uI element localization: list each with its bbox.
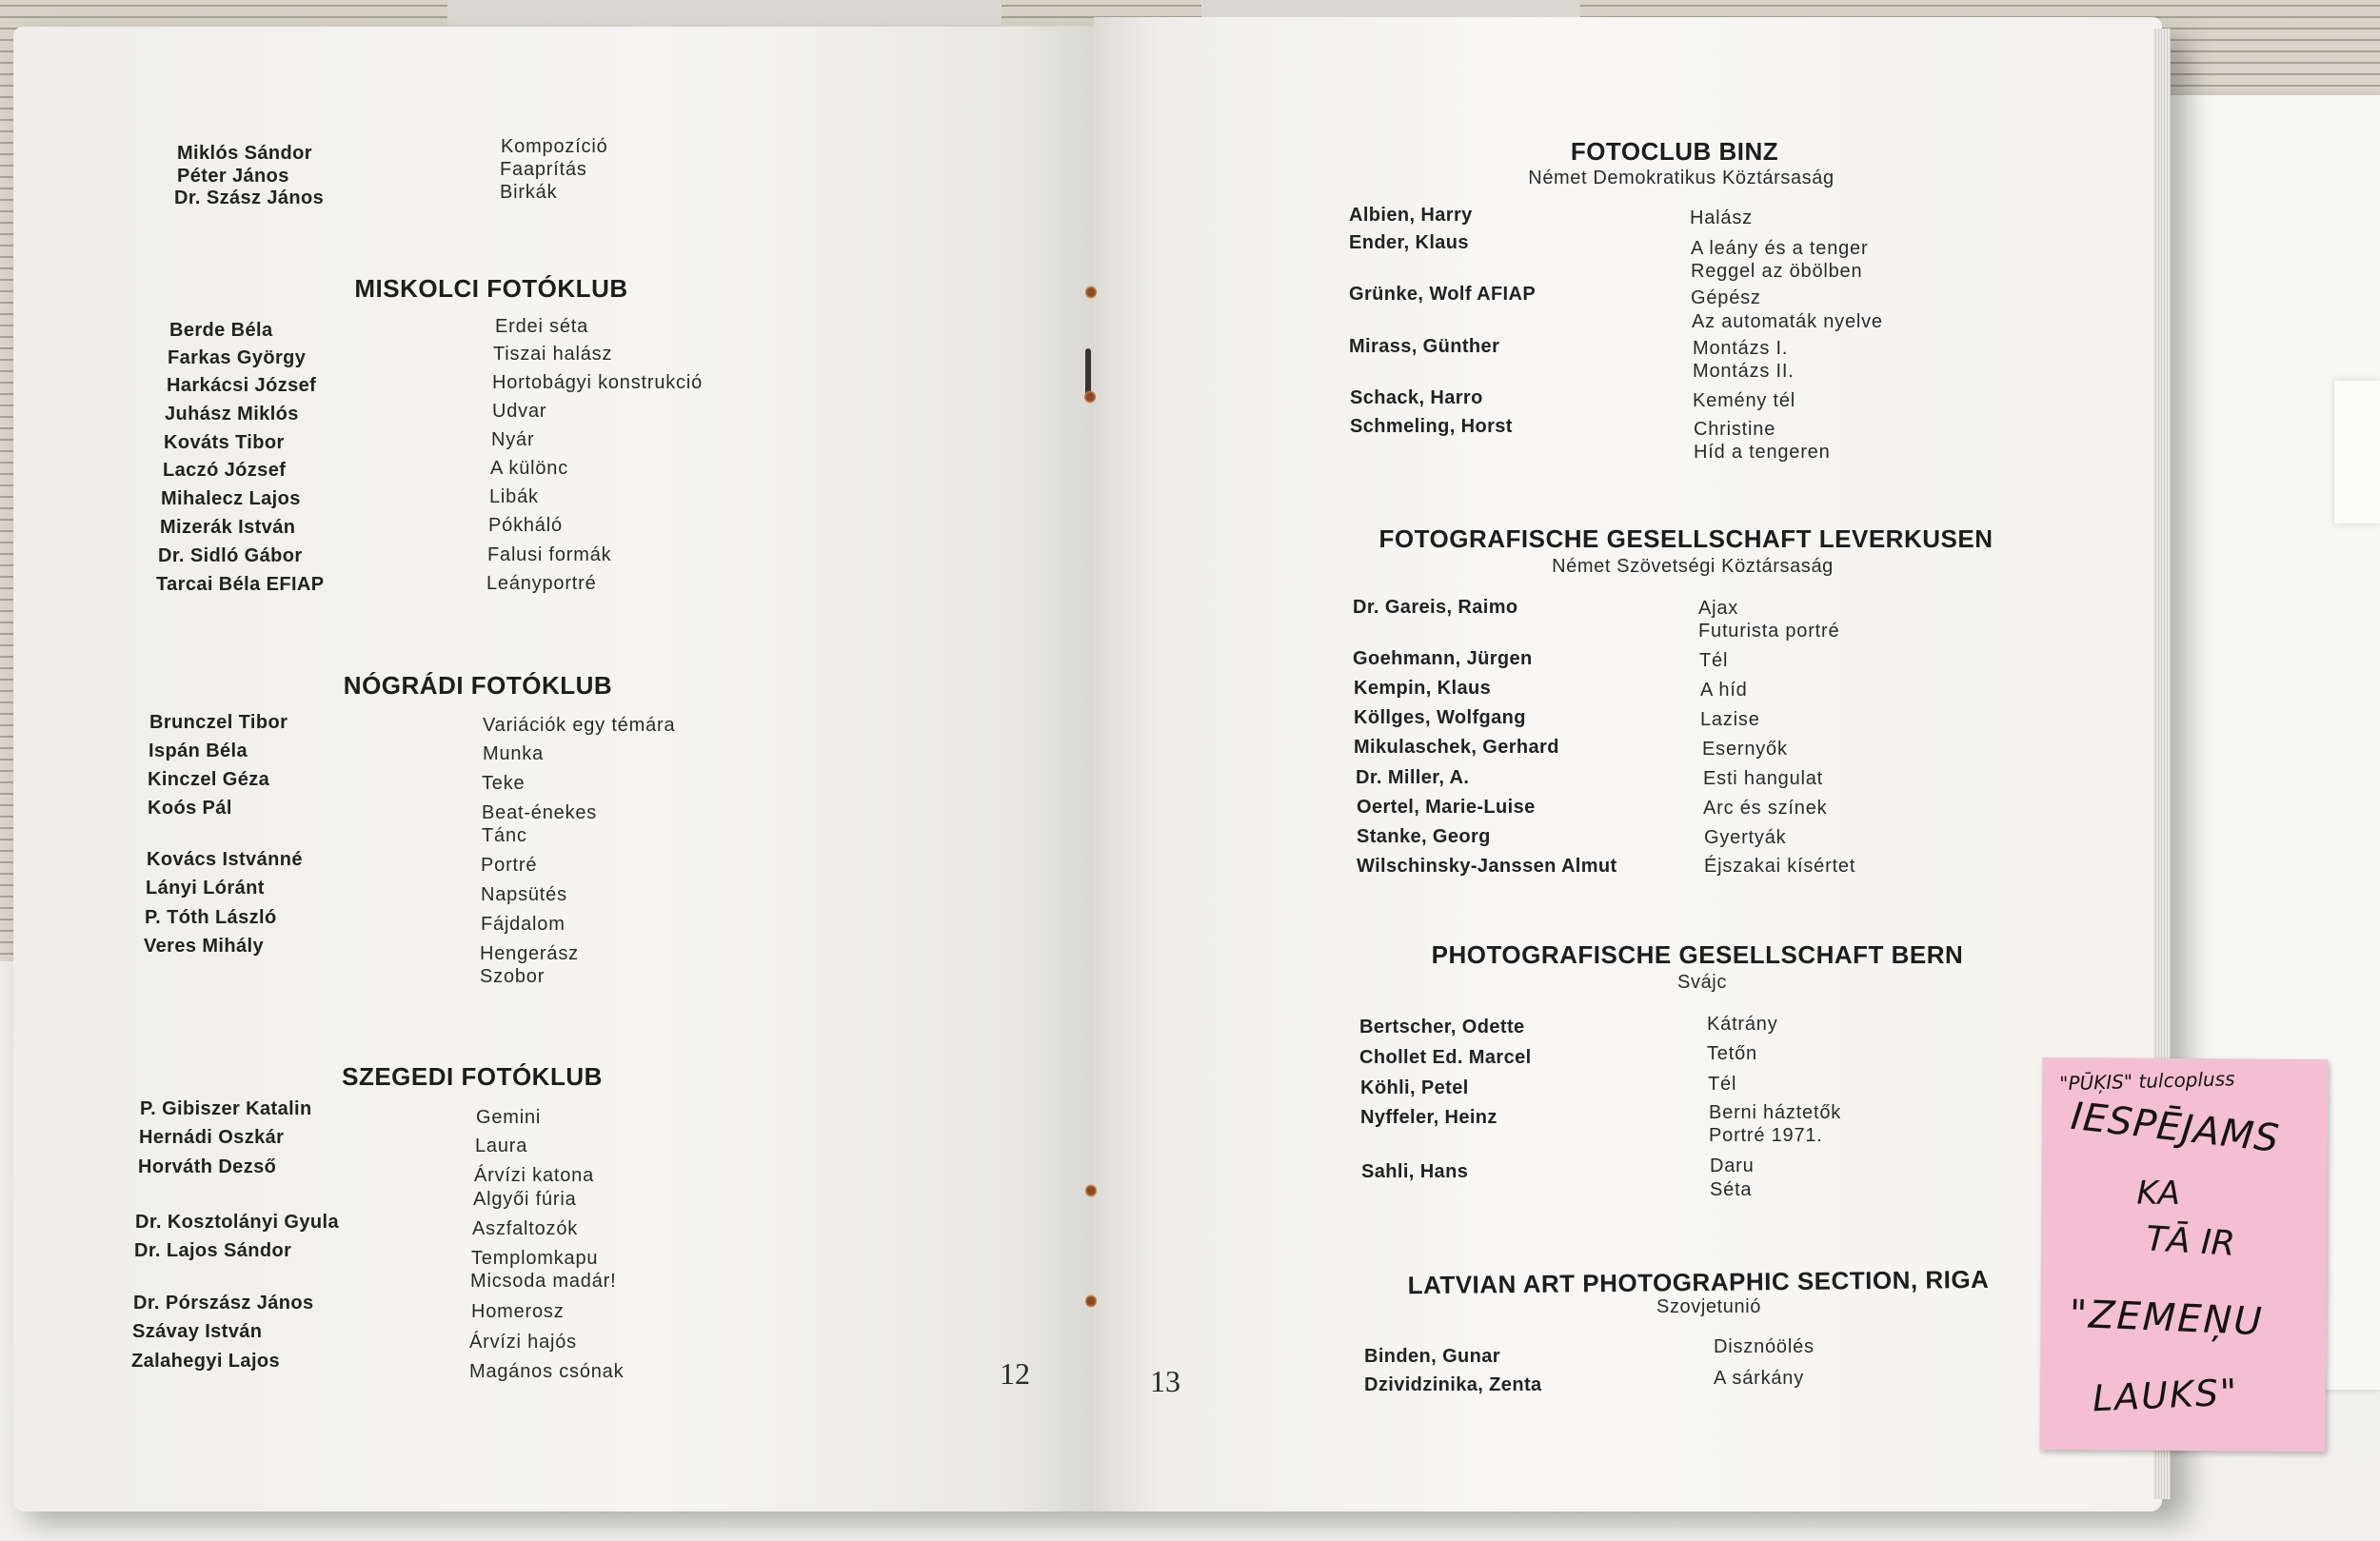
- entry-name: Mikulaschek, Gerhard: [1354, 737, 1559, 758]
- entry-name: Kovács Istvánné: [147, 849, 303, 870]
- entry-title: A sárkány: [1714, 1368, 1805, 1389]
- entry-name: Schack, Harro: [1350, 387, 1483, 408]
- club-title: FOTOCLUB BINZ: [1570, 137, 1779, 166]
- binding-hole: [1085, 1294, 1097, 1308]
- entry-title: Árvízi katona: [474, 1165, 595, 1186]
- entry-name: Albien, Harry: [1349, 205, 1473, 226]
- entry-title: Tiszai halász: [493, 344, 613, 365]
- paper-sheet-small: [2334, 381, 2380, 524]
- entry-name: Schmeling, Horst: [1350, 416, 1513, 437]
- entry-title: Nyár: [491, 429, 535, 450]
- entry-name: Veres Mihály: [144, 936, 264, 957]
- entry-title: Gyertyák: [1704, 827, 1787, 848]
- entry-title: Gépész: [1691, 287, 1761, 308]
- entry-name: Berde Béla: [169, 320, 273, 341]
- entry-title: Libák: [489, 486, 539, 507]
- note-line: KA: [2136, 1174, 2181, 1213]
- entry-title: Montázs II.: [1693, 361, 1795, 382]
- entry-name: Dr. Kosztolányi Gyula: [135, 1212, 340, 1233]
- entry-title: Tél: [1699, 650, 1729, 671]
- entry-name: Péter János: [177, 166, 289, 187]
- entry-name: Mihalecz Lajos: [161, 488, 301, 509]
- entry-name: Köhli, Petel: [1360, 1077, 1469, 1098]
- entry-title: A leány és a tenger: [1691, 238, 1869, 259]
- entry-title: Faaprítás: [500, 159, 587, 180]
- entry-title: Árvízi hajós: [469, 1332, 577, 1353]
- entry-title: Éjszakai kísértet: [1704, 856, 1856, 877]
- entry-title: Algyői fúria: [473, 1189, 577, 1210]
- entry-name: Mirass, Günther: [1349, 336, 1500, 357]
- entry-title: Templomkapu: [471, 1248, 599, 1269]
- entry-title: Beat-énekes: [482, 802, 598, 823]
- entry-title: Napsütés: [481, 884, 567, 905]
- entry-title: Híd a tengeren: [1694, 442, 1831, 463]
- club-title: SZEGEDI FOTÓKLUB: [342, 1062, 603, 1091]
- entry-title: Fájdalom: [481, 914, 565, 935]
- entry-name: Brunczel Tibor: [149, 712, 288, 733]
- note-line: "ZEMEŅU: [2068, 1292, 2265, 1345]
- entry-name: Dr. Lajos Sándor: [134, 1240, 292, 1261]
- club-country: Szovjetunió: [1656, 1296, 1761, 1317]
- entry-name: Juhász Miklós: [165, 404, 299, 425]
- entry-name: Szávay István: [132, 1321, 263, 1342]
- entry-title: Leányportré: [486, 573, 597, 594]
- entry-title: Séta: [1710, 1179, 1753, 1200]
- entry-title: Tetőn: [1707, 1043, 1757, 1064]
- entry-title: Esernyők: [1702, 739, 1788, 760]
- entry-name: Goehmann, Jürgen: [1353, 648, 1533, 669]
- page-number-left: 12: [1000, 1356, 1030, 1391]
- sticky-note: [2040, 1057, 2329, 1452]
- entry-title: Teke: [482, 773, 526, 794]
- entry-title: Hengerász: [480, 943, 579, 964]
- entry-title: Arc és színek: [1703, 798, 1828, 819]
- entry-title: Tánc: [482, 825, 527, 846]
- entry-title: Disznóölés: [1714, 1336, 1815, 1357]
- entry-name: P. Gibiszer Katalin: [140, 1098, 312, 1119]
- club-title: PHOTOGRAFISCHE GESELLSCHAFT BERN: [1431, 940, 1964, 969]
- entry-name: Kováts Tibor: [164, 432, 285, 453]
- entry-title: Kompozíció: [501, 136, 608, 157]
- entry-title: Birkák: [500, 182, 558, 203]
- entry-title: Ajax: [1698, 598, 1739, 619]
- entry-title: Reggel az öbölben: [1691, 261, 1863, 282]
- entry-title: Variációk egy témára: [483, 715, 676, 736]
- entry-name: Kempin, Klaus: [1354, 678, 1492, 699]
- entry-title: Christine: [1694, 419, 1776, 440]
- entry-title: Erdei séta: [495, 316, 589, 337]
- club-title: LATVIAN ART PHOTOGRAPHIC SECTION, RIGA: [1407, 1264, 1990, 1300]
- entry-name: Miklós Sándor: [177, 143, 312, 164]
- entry-name: Ispán Béla: [149, 741, 248, 761]
- entry-name: Dr. Miller, A.: [1356, 767, 1470, 788]
- entry-title: Lazise: [1700, 709, 1760, 730]
- entry-title: Portré: [481, 855, 538, 876]
- entry-name: Tarcai Béla EFIAP: [156, 574, 325, 595]
- club-country: Német Szövetségi Köztársaság: [1552, 556, 1834, 577]
- page-number-right: 13: [1150, 1364, 1180, 1398]
- club-title: MISKOLCI FOTÓKLUB: [354, 274, 628, 303]
- entry-title: Halász: [1690, 207, 1753, 228]
- entry-name: Wilschinsky-Janssen Almut: [1357, 856, 1617, 877]
- club-title: NÓGRÁDI FOTÓKLUB: [343, 671, 613, 700]
- entry-name: Binden, Gunar: [1364, 1346, 1500, 1367]
- entry-name: Mizerák István: [160, 517, 296, 538]
- entry-title: Szobor: [480, 966, 545, 987]
- entry-name: Kinczel Géza: [148, 769, 270, 790]
- newspaper-strip-top-left: [38, 0, 447, 27]
- entry-name: Dr. Szász János: [174, 188, 325, 208]
- entry-name: Grünke, Wolf AFIAP: [1349, 284, 1537, 305]
- entry-name: Hernádi Oszkár: [139, 1127, 285, 1148]
- entry-title: Magános csónak: [469, 1361, 625, 1382]
- entry-title: Az automaták nyelve: [1692, 311, 1883, 332]
- entry-name: P. Tóth László: [145, 907, 277, 928]
- binding-hole: [1085, 1184, 1097, 1197]
- entry-name: Sahli, Hans: [1361, 1161, 1469, 1182]
- entry-title: Laura: [475, 1136, 528, 1156]
- entry-name: Nyffeler, Heinz: [1360, 1107, 1497, 1128]
- entry-name: Dr. Gareis, Raimo: [1353, 597, 1518, 618]
- entry-title: Tél: [1708, 1074, 1737, 1095]
- entry-title: Falusi formák: [487, 544, 612, 565]
- entry-title: Esti hangulat: [1703, 768, 1824, 789]
- entry-name: Zalahegyi Lajos: [131, 1351, 281, 1372]
- entry-title: Pókháló: [488, 515, 563, 536]
- entry-title: Kemény tél: [1693, 390, 1796, 411]
- entry-name: Koós Pál: [148, 798, 232, 819]
- entry-title: Udvar: [492, 401, 547, 422]
- binding-hole: [1085, 286, 1097, 299]
- binding-hole: [1084, 390, 1096, 404]
- entry-title: Aszfaltozók: [472, 1218, 579, 1239]
- entry-name: Oertel, Marie-Luise: [1357, 797, 1536, 818]
- entry-title: Hortobágyi konstrukció: [492, 372, 704, 393]
- entry-name: Horváth Dezső: [138, 1156, 277, 1177]
- entry-title: Daru: [1710, 1156, 1755, 1176]
- entry-title: A különc: [490, 458, 569, 479]
- entry-name: Dr. Sidló Gábor: [158, 545, 303, 566]
- entry-title: A híd: [1700, 680, 1748, 701]
- entry-title: Homerosz: [471, 1301, 565, 1322]
- entry-name: Ender, Klaus: [1349, 232, 1469, 253]
- entry-title: Portré 1971.: [1709, 1125, 1823, 1146]
- entry-name: Dr. Pórszász János: [133, 1293, 314, 1314]
- entry-title: Munka: [483, 743, 545, 764]
- entry-title: Micsoda madár!: [470, 1271, 617, 1292]
- entry-name: Dzividzinika, Zenta: [1364, 1374, 1542, 1395]
- entry-title: Berni háztetők: [1709, 1102, 1842, 1123]
- entry-name: Harkácsi József: [167, 375, 317, 396]
- entry-title: Kátrány: [1707, 1014, 1778, 1035]
- entry-title: Gemini: [476, 1107, 542, 1128]
- entry-name: Laczó József: [163, 460, 287, 481]
- entry-title: Montázs I.: [1693, 338, 1789, 359]
- club-country: Svájc: [1677, 972, 1727, 993]
- entry-name: Chollet Ed. Marcel: [1359, 1047, 1532, 1068]
- note-line: TĀ IR: [2144, 1219, 2236, 1264]
- entry-name: Bertscher, Odette: [1359, 1017, 1525, 1037]
- note-line: IESPĒJAMS: [2069, 1094, 2282, 1162]
- note-line: "PŪĶIS" tulcopluss: [2058, 1067, 2235, 1096]
- club-title: FOTOGRAFISCHE GESELLSCHAFT LEVERKUSEN: [1378, 524, 1993, 553]
- note-line: LAUKS": [2092, 1371, 2240, 1420]
- club-country: Német Demokratikus Köztársaság: [1528, 168, 1835, 188]
- entry-name: Lányi Lóránt: [146, 878, 265, 899]
- entry-name: Farkas György: [168, 347, 307, 368]
- entry-name: Stanke, Georg: [1357, 826, 1491, 847]
- entry-title: Futurista portré: [1698, 621, 1840, 642]
- entry-name: Köllges, Wolfgang: [1354, 707, 1526, 728]
